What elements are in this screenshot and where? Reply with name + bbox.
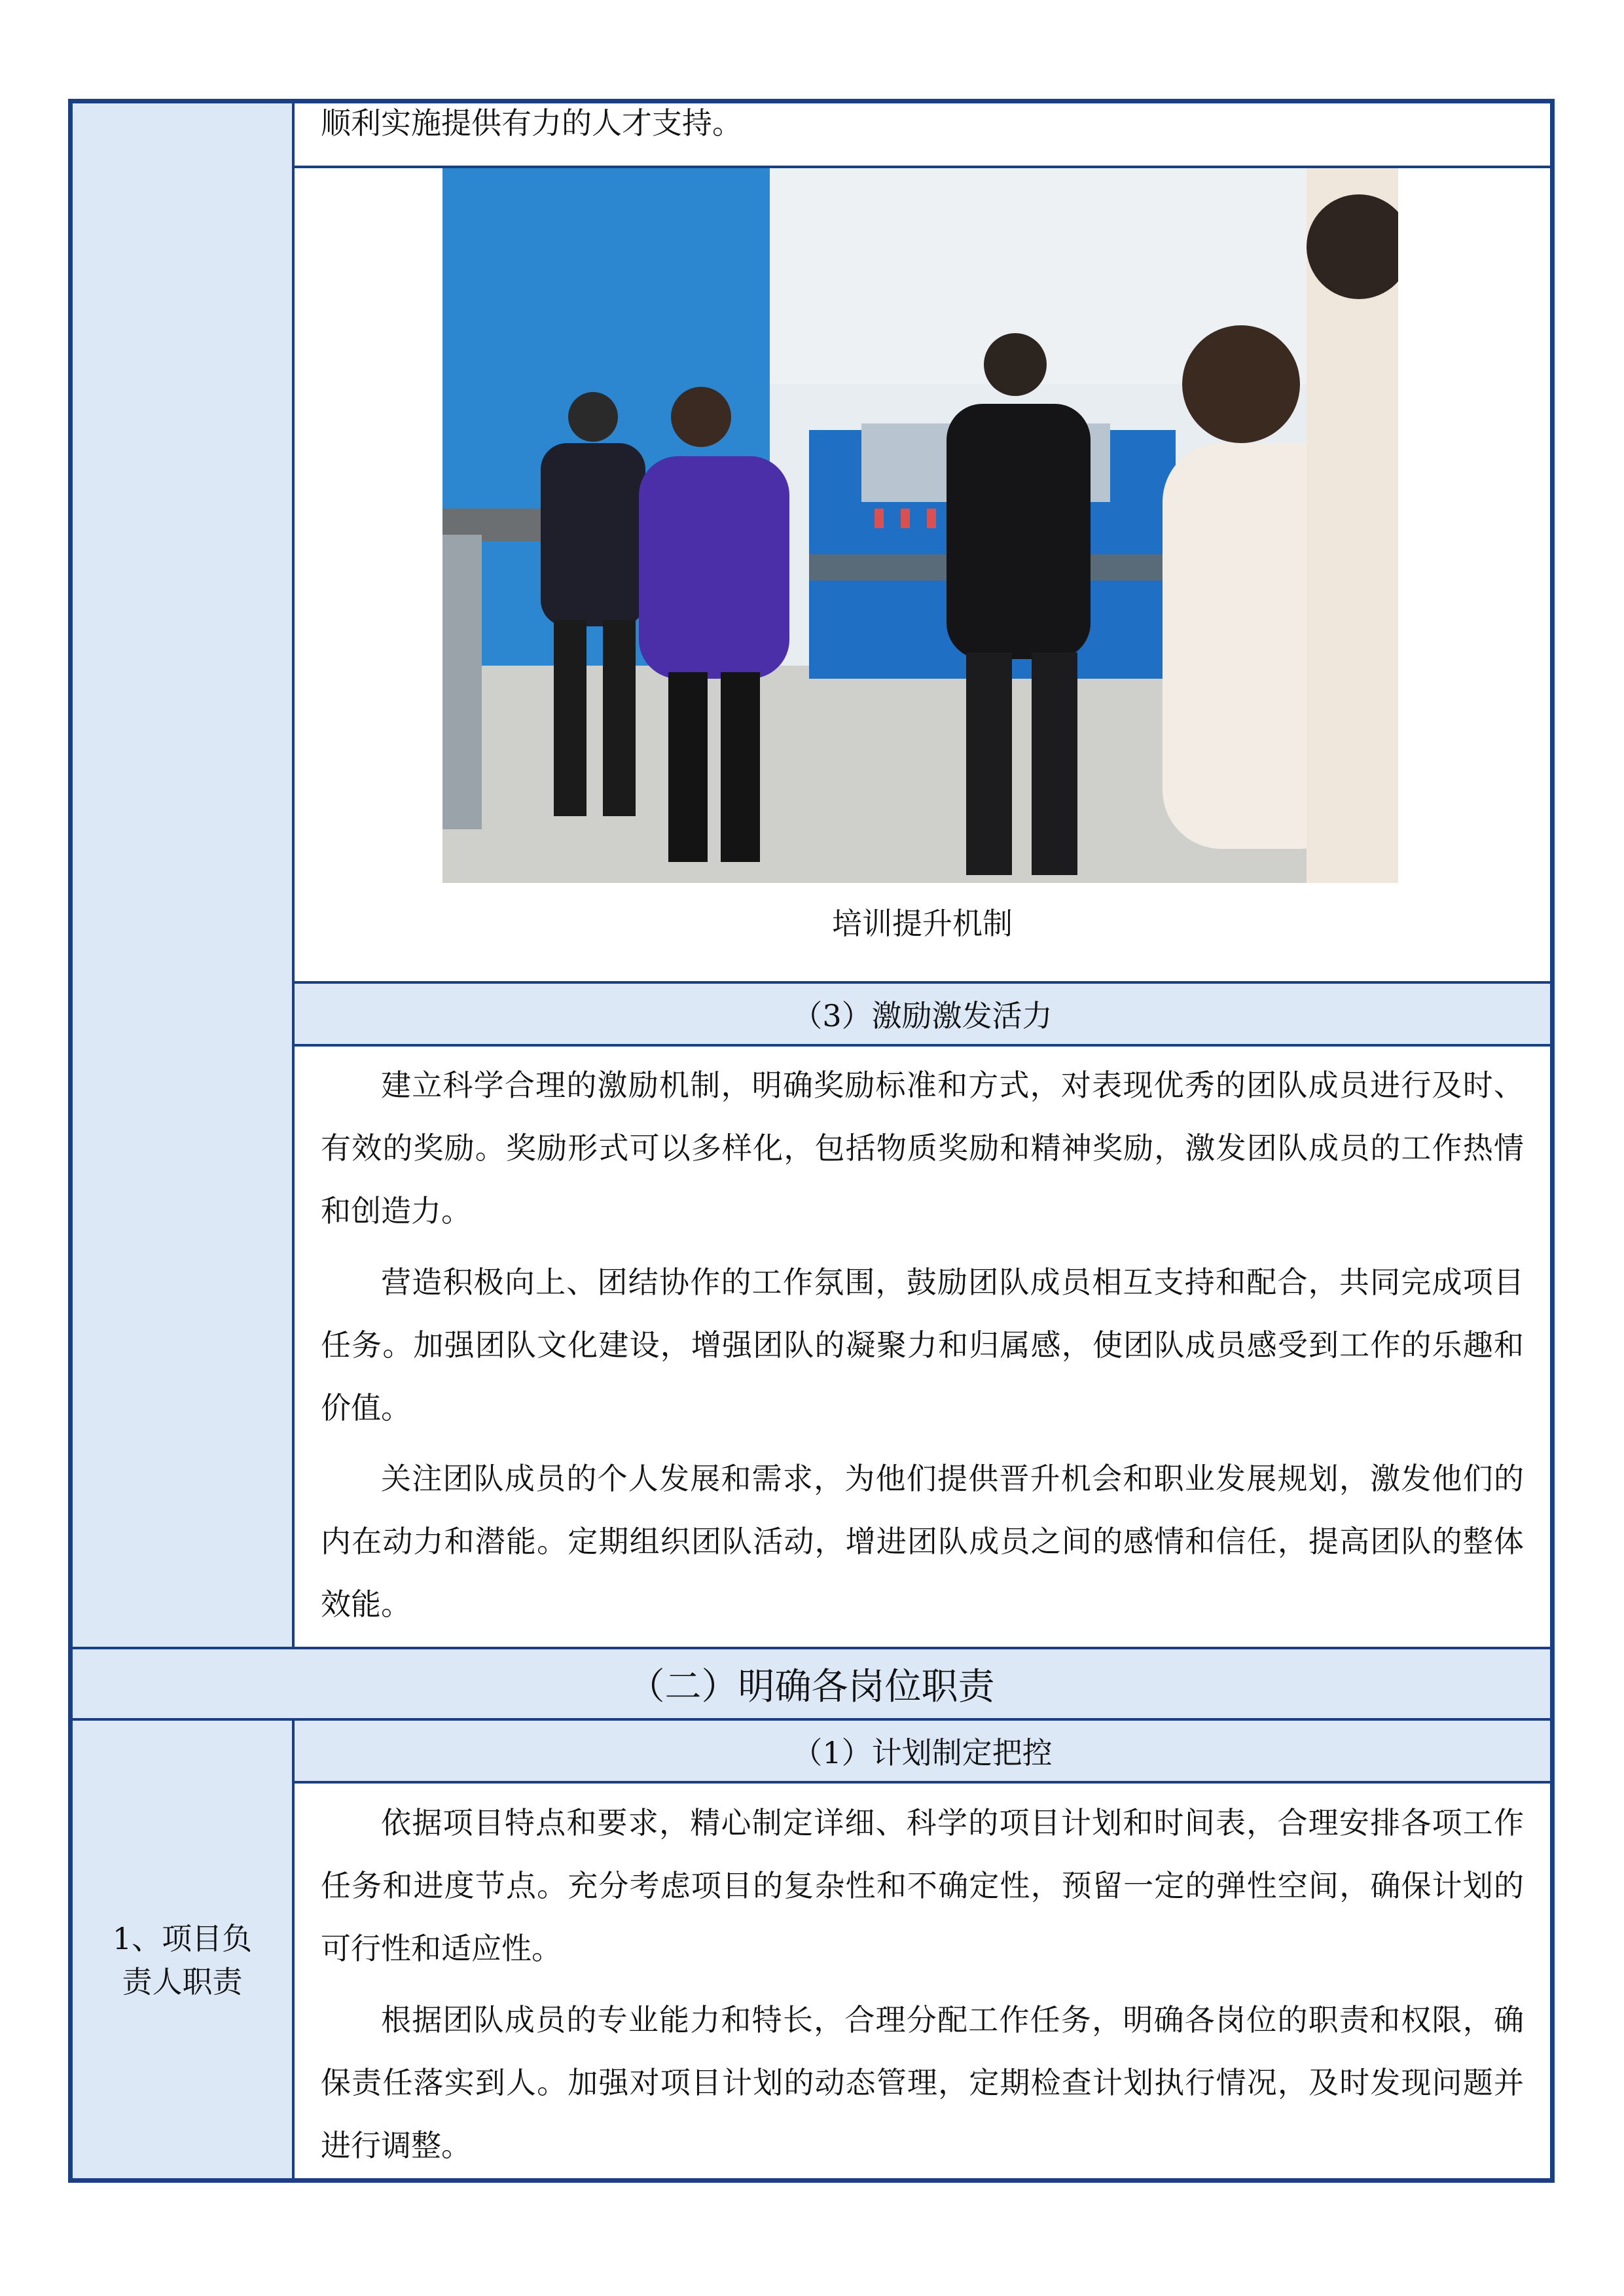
row-divider-5 (73, 1718, 1550, 1721)
incentive-paragraph-2: 营造积极向上、团结协作的工作氛围，鼓励团队成员相互支持和配合，共同完成项目任务。加强团队文化建设，增强团队的凝聚力和归属感，使团队成员感受到工作的乐趣和价值。 (321, 1265, 1524, 1426)
row-divider-3 (292, 1044, 1550, 1047)
column-divider-bottom (292, 1718, 295, 2178)
section-2-subheading-band (295, 1721, 1550, 1781)
training-photo (442, 168, 1398, 883)
training-scene-illustration (442, 168, 1398, 883)
row-label-project-leader: 1、项目负 责人职责 (112, 1921, 253, 2000)
section-2-heading-band (73, 1649, 1550, 1718)
continuation-text: 顺利实施提供有力的人才支持。 (321, 105, 742, 141)
section-2-heading: （二）明确各岗位职责 (628, 1665, 995, 1708)
planning-paragraph-2: 根据团队成员的专业能力和特长，合理分配工作任务，明确各岗位的职责和权限，确保责任落实到人。加强对项目计划的动态管理，定期检查计划执行情况，及时发现问题并进行调整。 (321, 2002, 1524, 2163)
subsection-3-heading-band (295, 984, 1550, 1044)
row-divider-4 (73, 1647, 1550, 1649)
planning-paragraph-1: 依据项目特点和要求，精心制定详细、科学的项目计划和时间表，合理安排各项工作任务和进度节点。充分考虑项目的复杂性和不确定性，预留一定的弹性空间，确保计划的可行性和适应性。 (321, 1805, 1524, 1966)
incentive-paragraph-1: 建立科学合理的激励机制，明确奖励标准和方式，对表现优秀的团队成员进行及时、有效的奖励。奖励形式可以多样化，包括物质奖励和精神奖励，激发团队成员的工作热情和创造力。 (321, 1067, 1524, 1229)
row-divider-6 (292, 1781, 1550, 1784)
left-column-cell-top (73, 103, 292, 1647)
row-divider-2 (292, 981, 1550, 984)
incentive-paragraph-3: 关注团队成员的个人发展和需求，为他们提供晋升机会和职业发展规划，激发他们的内在动力和潜能。定期组织团队活动，增进团队成员之间的感情和信任，提高团队的整体效能。 (321, 1461, 1524, 1622)
subsection-3-heading: （3）激励激发活力 (792, 998, 1053, 1033)
column-divider-top (292, 103, 295, 1647)
photo-caption: 培训提升机制 (832, 906, 1013, 941)
section-2-subheading: （1）计划制定把控 (792, 1735, 1053, 1770)
